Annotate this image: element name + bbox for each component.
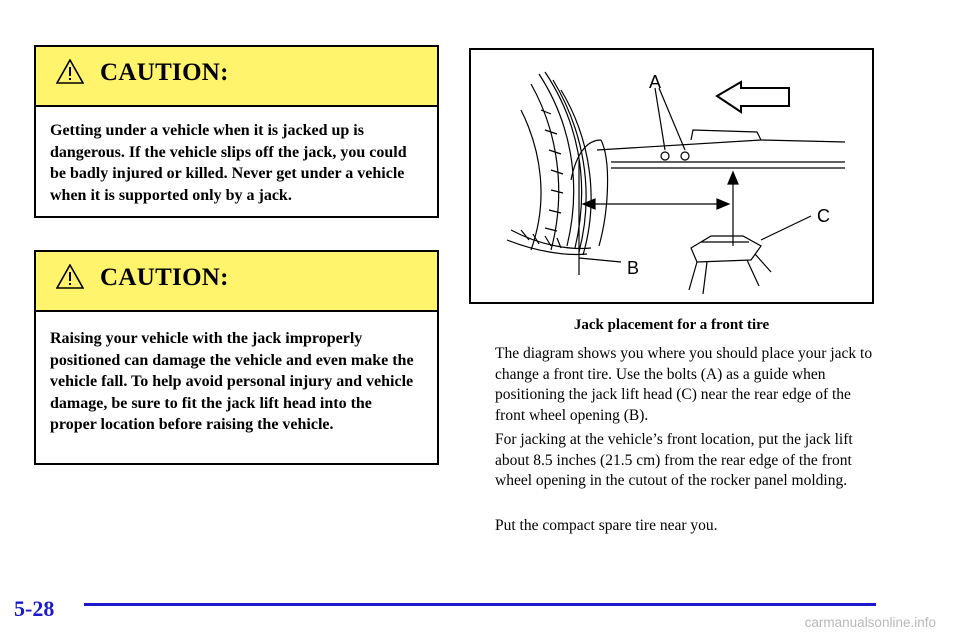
paragraph-3: Put the compact spare tire near you.	[495, 517, 718, 534]
footer-rule	[84, 603, 876, 606]
jack-diagram-illustration	[471, 50, 872, 302]
caution-box-1	[34, 45, 439, 218]
page-number: 5-28	[14, 596, 55, 621]
jack-placement-diagram	[469, 48, 874, 304]
caution-text: Getting under a vehicle when it is jacked up is dangerous. If the vehicle slips off the jack, you could be badly injured or killed. Never get under a vehicle when it is supported only by a jack.	[50, 122, 407, 204]
figure-caption: Jack placement for a front tire	[573, 317, 770, 333]
watermark: carmanualsonline.info	[804, 615, 936, 630]
warning-triangle-icon	[56, 264, 84, 289]
label-c: C	[817, 206, 830, 226]
paragraph-1: The diagram shows you where you should place your jack to change a front tire. Use the bolts (A) as a guide when positioning the jack lift head (C) near the rear edge of the front wheel opening (B).	[495, 345, 873, 424]
warning-triangle-icon	[56, 59, 84, 84]
caution-title: CAUTION:	[100, 264, 229, 291]
paragraph-2: For jacking at the vehicle’s front location, put the jack lift about 8.5 inches (21.5 cm) from the rear edge of the front wheel opening in the cutout of the rocker panel molding.	[495, 431, 853, 489]
caution-text: Raising your vehicle with the jack improperly positioned can damage the vehicle and even make the vehicle fall. To help avoid personal injury and vehicle damage, be sure to fit the jack lift head into the proper location before raising the vehicle.	[50, 330, 414, 433]
caution-title: CAUTION:	[100, 59, 229, 86]
caution-header	[36, 47, 437, 107]
caution-box-2	[34, 250, 439, 465]
label-a: A	[649, 72, 662, 92]
caution-header	[36, 252, 437, 312]
label-b: B	[627, 258, 640, 278]
